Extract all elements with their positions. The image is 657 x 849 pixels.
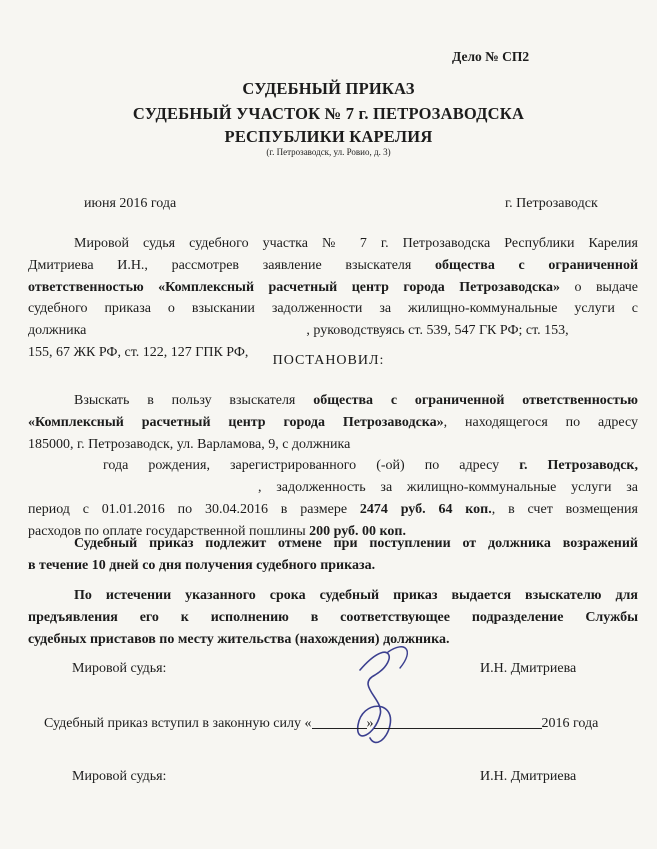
- judge-name: И.Н. Дмитриева: [480, 769, 577, 784]
- cancellation-line: Судебный приказ подлежит отмене при поступлении от должника возражений: [74, 536, 638, 551]
- resolution-line: 185000, г. Петрозаводск, ул. Варламова, 9, с должника: [28, 436, 351, 452]
- order-city: г. Петрозаводск: [505, 196, 598, 211]
- order-date: июня 2016 года: [84, 196, 177, 211]
- intro-line: Мировой судья судебного участка № 7 г. Петрозаводска Республики Карелия: [74, 236, 638, 251]
- resolution-line: расходов по оплате государственной пошлины 200 руб. 00 коп.: [28, 523, 406, 539]
- resolution-heading: ПОСТАНОВИЛ:: [272, 353, 385, 368]
- title-court-order: СУДЕБНЫЙ ПРИКАЗ: [242, 79, 415, 98]
- issuance-line: По истечении указанного срока судебный приказ выдается взыскателю для: [74, 588, 638, 603]
- signature-title: Мировой судья:: [72, 769, 167, 784]
- resolution-line: период с 01.01.2016 по 30.04.2016 в размере 2474 руб. 64 коп., в счет возмещения: [28, 501, 638, 517]
- intro-line: судебного приказа о взыскании задолженности за жилищно-коммунальные услуги с: [28, 301, 638, 317]
- title-court-district: СУДЕБНЫЙ УЧАСТОК № 7 г. ПЕТРОЗАВОДСКА: [132, 104, 525, 123]
- legal-force-line: Судебный приказ вступил в законную силу « » 2016 года: [44, 716, 599, 731]
- issuance-line: судебных приставов по месту жительства (нахождения) должника.: [28, 631, 450, 647]
- case-number: Дело № СП2: [452, 49, 530, 64]
- issuance-line: предъявления его к исполнению в соответствующее подразделение Службы: [28, 609, 638, 625]
- title-republic: РЕСПУБЛИКИ КАРЕЛИЯ: [224, 127, 433, 146]
- cancellation-line: в течение 10 дней со дня получения судебного приказа.: [28, 557, 376, 573]
- handwritten-signature: [330, 630, 440, 760]
- intro-line: Дмитриева И.Н., рассмотрев заявление взыскателя общества с ограниченной: [28, 257, 639, 273]
- resolution-line: года рождения, зарегистрированного (-ой) по адресу г. Петрозаводск,: [103, 458, 638, 474]
- resolution-line: «Комплексный расчетный центр города Петрозаводска», находящегося по адресу: [28, 414, 638, 430]
- resolution-line: Взыскать в пользу взыскателя общества с ограниченной ответственностью: [74, 393, 638, 408]
- resolution-paragraph: [28, 390, 638, 543]
- resolution-line: , задолженность за жилищно-коммунальные услуги за: [258, 480, 638, 496]
- court-address: (г. Петрозаводск, ул. Ровио, д. 3): [266, 147, 391, 157]
- intro-line: 155, 67 ЖК РФ, ст. 122, 127 ГПК РФ,: [28, 344, 249, 360]
- cancellation-paragraph: [28, 533, 638, 577]
- judge-name: И.Н. Дмитриева: [480, 661, 577, 676]
- intro-line: ответственностью «Комплексный расчетный центр города Петрозаводска» о выдаче: [28, 279, 638, 295]
- intro-paragraph: [28, 233, 638, 364]
- intro-line: должника , руководствуясь ст. 539, 547 ГК РФ; ст. 153,: [28, 323, 569, 339]
- signature-title: Мировой судья:: [72, 661, 167, 676]
